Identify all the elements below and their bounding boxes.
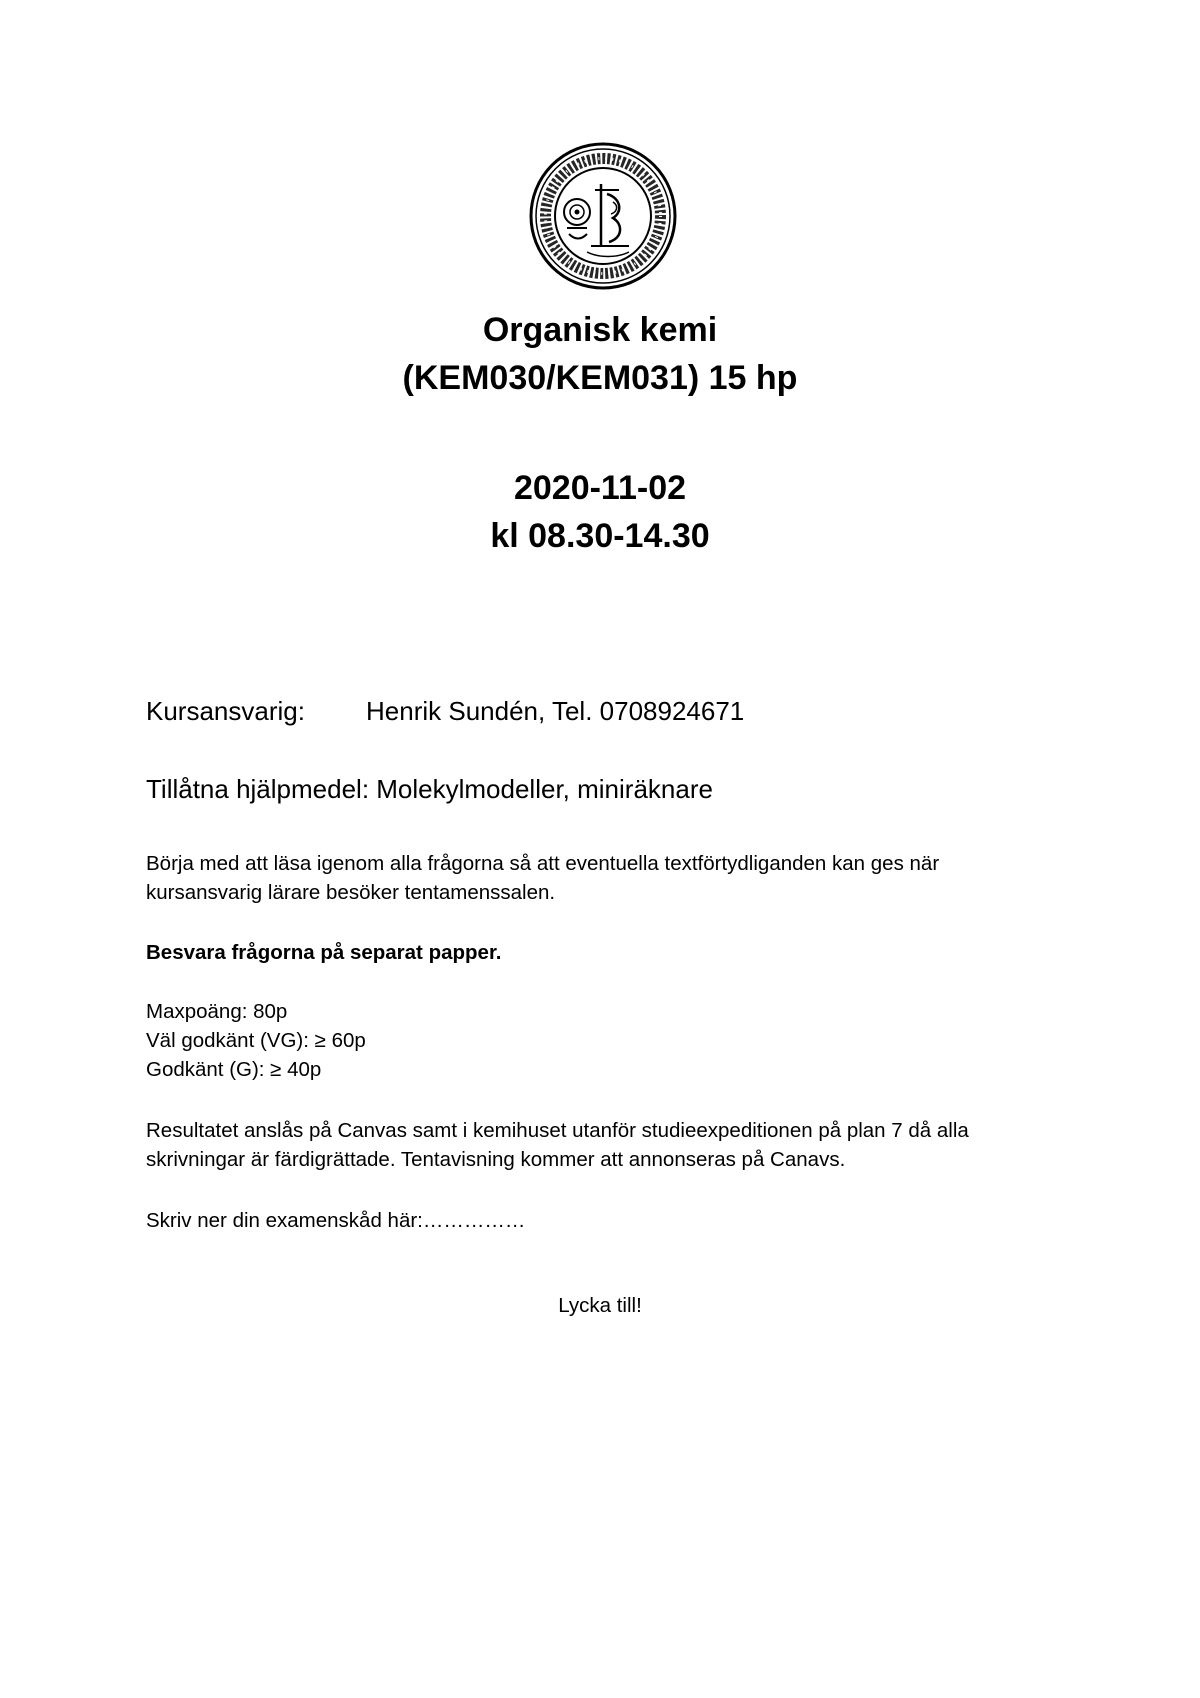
results-info-line-1: Resultatet anslås på Canvas samt i kemihuset utanför studieexpeditionen på plan 7 då alla [146, 1119, 969, 1142]
course-responsible-value: Henrik Sundén, Tel. 0708924671 [366, 696, 745, 726]
good-luck: Lycka till! [558, 1294, 642, 1317]
course-responsible-row [146, 694, 744, 728]
results-info [146, 1116, 1066, 1174]
separate-paper-note: Besvara frågorna på separat papper. [146, 941, 502, 964]
grading-info [146, 997, 1066, 1084]
grade-vg: Väl godkänt (VG): ≥ 60p [146, 1029, 366, 1052]
read-instructions [146, 849, 1066, 907]
allowed-aids: Tillåtna hjälpmedel: Molekylmodeller, miniräknare [146, 774, 713, 804]
course-name: Organisk kemi [482, 311, 718, 349]
read-instructions-line-2: kursansvarig lärare besöker tentamenssalen. [146, 881, 556, 904]
exam-code-prompt: Skriv ner din examenskåd här:…………… [146, 1209, 526, 1232]
grade-g: Godkänt (G): ≥ 40p [146, 1058, 322, 1081]
course-responsible-label: Kursansvarig: [146, 696, 305, 726]
read-instructions-line-1: Börja med att läsa igenom alla frågorna så att eventuella textförtydliganden kan ges när [146, 852, 940, 875]
exam-datetime [0, 464, 1200, 560]
results-info-line-2: skrivningar är färdigrättade. Tentavisning kommer att annonseras på Canavs. [146, 1148, 846, 1171]
university-seal-icon [529, 142, 677, 290]
exam-time: kl 08.30-14.30 [490, 517, 710, 555]
course-code: (KEM030/KEM031) 15 hp [402, 359, 798, 397]
course-title [0, 306, 1200, 402]
max-points: Maxpoäng: 80p [146, 1000, 288, 1023]
exam-date: 2020-11-02 [513, 469, 687, 507]
